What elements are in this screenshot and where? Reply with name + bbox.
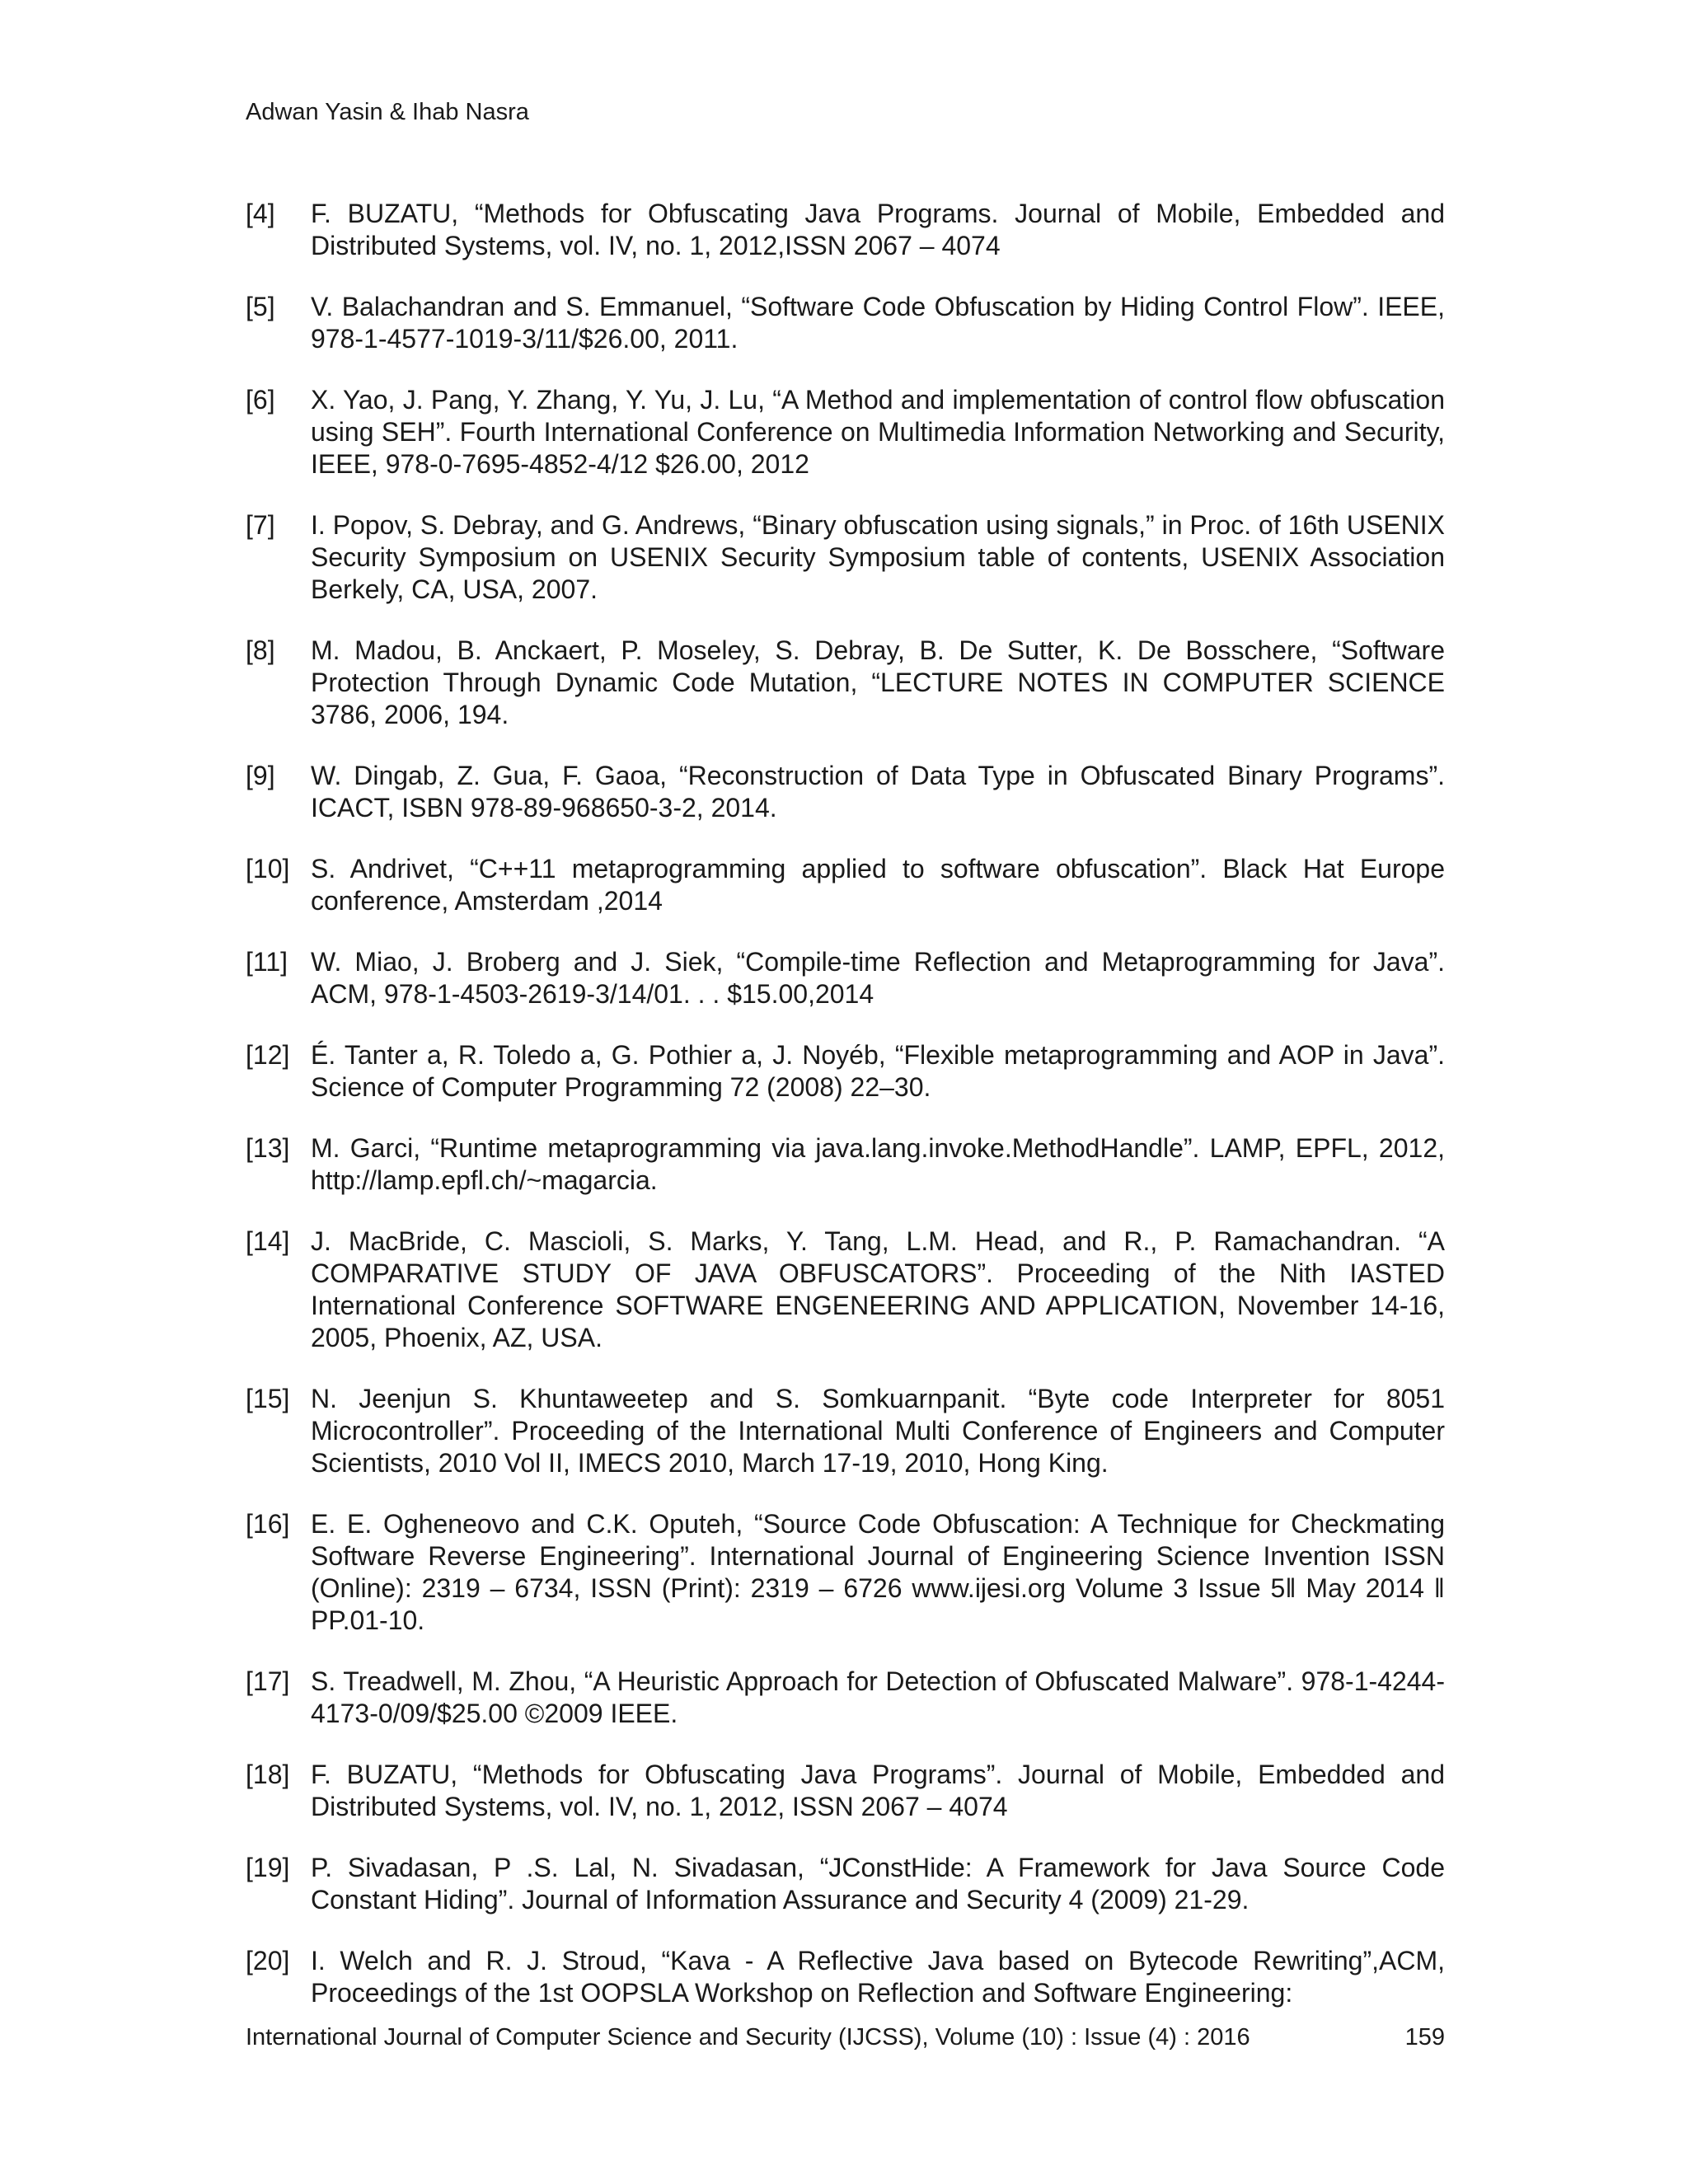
reference-item — [246, 1383, 1445, 1479]
reference-item — [246, 1759, 1445, 1823]
reference-text: X. Yao, J. Pang, Y. Zhang, Y. Yu, J. Lu, “A Method and implementation of control flow obfuscation using SEH”. Fourth International Conference on Multimedia Information Networking and Security, IEEE, 978-0-7695-4852-4/12 $26.00, 2012 — [311, 385, 1445, 479]
reference-item — [246, 853, 1445, 917]
reference-text: J. MacBride, C. Mascioli, S. Marks, Y. Tang, L.M. Head, and R., P. Ramachandran. “A COMPARATIVE STUDY OF JAVA OBFUSCATORS”. Proceeding of the Nith IASTED International Conference SOFTWARE ENGENEERING AND APPLICATION, November 14-16, 2005, Phoenix, AZ, USA. — [311, 1226, 1445, 1352]
reference-item — [246, 635, 1445, 731]
reference-item — [246, 198, 1445, 262]
reference-item — [246, 760, 1445, 824]
reference-number: [12] — [246, 1040, 290, 1070]
reference-number: [20] — [246, 1946, 290, 1975]
reference-text: V. Balachandran and S. Emmanuel, “Software Code Obfuscation by Hiding Control Flow”. IEEE, 978-1-4577-1019-3/11/$26.00, 2011. — [311, 292, 1445, 354]
reference-text: M. Garci, “Runtime metaprogramming via java.lang.invoke.MethodHandle”. LAMP, EPFL, 2012, http://lamp.epfl.ch/~magarcia. — [311, 1133, 1445, 1195]
reference-number: [7] — [246, 510, 275, 540]
reference-list — [246, 198, 1445, 2038]
reference-text: S. Andrivet, “C++11 metaprogramming applied to software obfuscation”. Black Hat Europe conference, Amsterdam ,2014 — [311, 854, 1445, 916]
reference-text: E. E. Ogheneovo and C.K. Oputeh, “Source Code Obfuscation: A Technique for Checkmating Software Reverse Engineering”. International Journal of Engineering Science Invention ISSN (Online): 2319 – 6734, ISSN (Print): 2319 – 6726 www.ijesi.org Volume 3 Issue 5ǁ May 2014 ǁ PP.01-10. — [311, 1509, 1445, 1635]
reference-number: [19] — [246, 1853, 290, 1882]
reference-number: [11] — [246, 947, 288, 977]
reference-number: [14] — [246, 1226, 290, 1256]
running-header-authors: Adwan Yasin & Ihab Nasra — [246, 99, 529, 125]
reference-text: F. BUZATU, “Methods for Obfuscating Java Programs”. Journal of Mobile, Embedded and Distributed Systems, vol. IV, no. 1, 2012, ISSN 2067 – 4074 — [311, 1760, 1445, 1821]
reference-item — [246, 291, 1445, 355]
footer-journal-citation: International Journal of Computer Science and Security (IJCSS), Volume (10) : Issue (4) : 2016 — [246, 2024, 1250, 2050]
reference-text: I. Welch and R. J. Stroud, “Kava - A Reflective Java based on Bytecode Rewriting”,ACM, Proceedings of the 1st OOPSLA Workshop on Reflection and Software Engineering: — [311, 1946, 1445, 2008]
reference-number: [10] — [246, 854, 290, 883]
reference-text: I. Popov, S. Debray, and G. Andrews, “Binary obfuscation using signals,” in Proc. of 16th USENIX Security Symposium on USENIX Security Symposium table of contents, USENIX Association Berkely, CA, USA, 2007. — [311, 510, 1445, 604]
reference-number: [5] — [246, 292, 275, 321]
reference-item — [246, 1945, 1445, 2009]
reference-item — [246, 1039, 1445, 1104]
reference-number: [16] — [246, 1509, 290, 1539]
reference-number: [4] — [246, 199, 275, 228]
reference-text: S. Treadwell, M. Zhou, “A Heuristic Approach for Detection of Obfuscated Malware”. 978-1-4244-4173-0/09/$25.00 ©2009 IEEE. — [311, 1666, 1445, 1728]
page-number: 159 — [1404, 2024, 1445, 2050]
reference-item — [246, 1132, 1445, 1197]
reference-text: N. Jeenjun S. Khuntaweetep and S. Somkuarnpanit. “Byte code Interpreter for 8051 Microcontroller”. Proceeding of the International Multi Conference of Engineers and Computer Scientists, 2010 Vol II, IMECS 2010, March 17-19, 2010, Hong King. — [311, 1384, 1445, 1478]
reference-number: [9] — [246, 761, 275, 790]
page-footer — [246, 2022, 1445, 2052]
reference-text: W. Dingab, Z. Gua, F. Gaoa, “Reconstruction of Data Type in Obfuscated Binary Programs”. ICACT, ISBN 978-89-968650-3-2, 2014. — [311, 761, 1445, 823]
reference-text: É. Tanter a, R. Toledo a, G. Pothier a, J. Noyéb, “Flexible metaprogramming and AOP in Java”. Science of Computer Programming 72 (2008) 22–30. — [311, 1040, 1445, 1102]
reference-text: M. Madou, B. Anckaert, P. Moseley, S. Debray, B. De Sutter, K. De Bosschere, “Software Protection Through Dynamic Code Mutation, “LECTURE NOTES IN COMPUTER SCIENCE 3786, 2006, 194. — [311, 635, 1445, 729]
reference-item — [246, 1508, 1445, 1637]
reference-item — [246, 384, 1445, 480]
reference-item — [246, 1226, 1445, 1354]
reference-text: W. Miao, J. Broberg and J. Siek, “Compile-time Reflection and Metaprogramming for Java”. ACM, 978-1-4503-2619-3/14/01. . . $15.00,2014 — [311, 947, 1445, 1009]
reference-item — [246, 509, 1445, 606]
reference-number: [15] — [246, 1384, 290, 1413]
reference-number: [6] — [246, 385, 275, 415]
reference-number: [17] — [246, 1666, 290, 1696]
reference-text: F. BUZATU, “Methods for Obfuscating Java Programs. Journal of Mobile, Embedded and Distributed Systems, vol. IV, no. 1, 2012,ISSN 2067 – 4074 — [311, 199, 1445, 260]
reference-number: [13] — [246, 1133, 290, 1163]
reference-item — [246, 1666, 1445, 1730]
reference-item — [246, 1852, 1445, 1916]
reference-number: [18] — [246, 1760, 290, 1789]
reference-text: P. Sivadasan, P .S. Lal, N. Sivadasan, “JConstHide: A Framework for Java Source Code Constant Hiding”. Journal of Information Assurance and Security 4 (2009) 21-29. — [311, 1853, 1445, 1915]
reference-item — [246, 946, 1445, 1010]
reference-number: [8] — [246, 635, 275, 665]
